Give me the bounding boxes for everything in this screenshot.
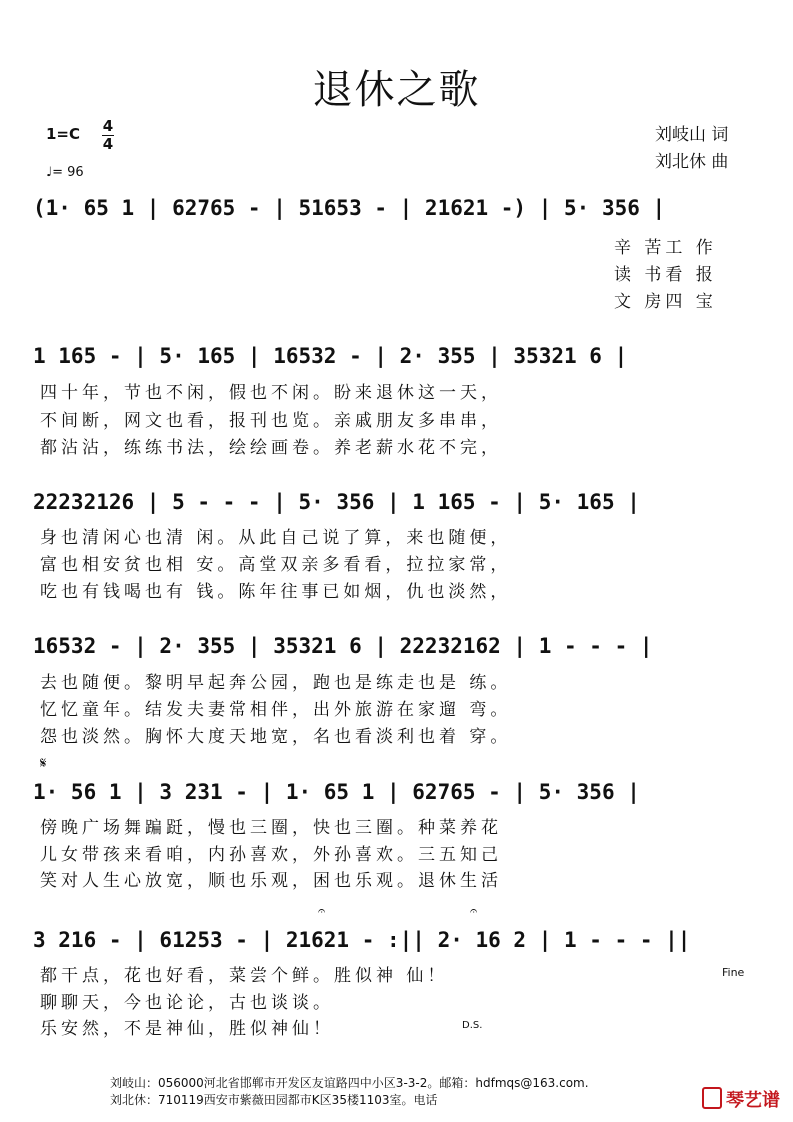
fine-marking: Fine: [722, 966, 745, 979]
fermata-mark: 𝄐: [470, 904, 478, 919]
notation-line-3: 22232126 | 5 - - - | 5· 356 | 1 165 - | 5· 165 |: [33, 490, 640, 514]
lyric-line-6-3: 乐安然，不是神仙，胜似神仙！: [40, 1019, 334, 1039]
segno-sign: 𝄋: [40, 754, 47, 772]
time-signature-bottom: 4: [102, 135, 114, 153]
notation-line-1: (1· 65 1 | 62765 - | 51653 - | 21621 -) | 5· 356 |: [33, 196, 666, 220]
lyric-line-6-2: 聊聊天，今也论论，古也谈谈。: [40, 993, 334, 1013]
lyric-line-3-3: 吃也有钱喝也有 钱。陈年往事已如烟，仇也淡然，: [40, 582, 512, 602]
lyric-line-4-2: 忆忆童年。结发夫妻常相伴，出外旅游在家遛 弯。: [40, 700, 512, 720]
lyric-line-5-2: 儿女带孩来看咱，内孙喜欢，外孙喜欢。三五知己: [40, 845, 502, 865]
time-signature: [100, 118, 116, 153]
lyric-line-4-1: 去也随便。黎明早起奔公园，跑也是练走也是 练。: [40, 673, 512, 693]
lyric-line-1-2: 读 书看 报: [614, 265, 717, 285]
notation-line-4: 16532 - | 2· 355 | 35321 6 | 22232162 | 1 - - - |: [33, 634, 653, 658]
notation-line-5: 1· 56 1 | 3 231 - | 1· 65 1 | 62765 - | 5· 356 |: [33, 780, 640, 804]
footer-address-2: 刘北休：710119西安市紫薇田园都市K区35楼1103室。电话: [110, 1093, 438, 1107]
lyric-line-3-2: 富也相安贫也相 安。高堂双亲多看看，拉拉家常，: [40, 555, 512, 575]
notation-line-6: 3 216 - | 61253 - | 21621 - :|| 2· 16 2 | 1 - - - ||: [33, 928, 691, 952]
key-signature: 1=C: [46, 125, 81, 143]
lyric-line-3-1: 身也清闲心也清 闲。从此自己说了算，来也随便，: [40, 528, 512, 548]
time-signature-top: 4: [102, 117, 114, 135]
fermata-mark: 𝄐: [318, 904, 326, 919]
lyric-line-2-3: 都沾沾，练练书法，绘绘画卷。养老薪水花不完，: [40, 438, 502, 458]
song-title: 退休之歌: [312, 67, 481, 113]
lyric-line-5-1: 傍晚广场舞蹁跹，慢也三圈，快也三圈。种菜养花: [40, 818, 502, 838]
ds-marking: D.S.: [462, 1020, 483, 1031]
lyric-line-4-3: 怨也淡然。胸怀大度天地宽，名也看淡利也着 穿。: [40, 727, 512, 747]
tempo-marking: ♩= 96: [46, 165, 84, 180]
notation-line-2: 1 165 - | 5· 165 | 16532 - | 2· 355 | 35321 6 |: [33, 344, 628, 368]
logo-icon: [702, 1087, 722, 1109]
lyric-line-5-3: 笑对人生心放宽，顺也乐观，困也乐观。退休生活: [40, 871, 502, 891]
lyric-line-6-1: 都干点，花也好看，菜尝个鲜。胜似神 仙！: [40, 966, 449, 986]
lyric-line-1-1: 辛 苦工 作: [614, 238, 717, 258]
lyric-line-1-3: 文 房四 宝: [614, 292, 717, 312]
lyric-line-2-2: 不间断，网文也看，报刊也览。亲戚朋友多串串，: [40, 411, 502, 431]
logo-text: 琴艺谱: [726, 1090, 780, 1111]
lyricist-credit: 刘岐山 词: [655, 125, 729, 145]
footer-address-1: 刘岐山：056000河北省邯郸市开发区友谊路四中小区3-3-2。邮箱：hdfmqs@163.com.: [110, 1076, 589, 1090]
site-logo: [702, 1086, 780, 1112]
composer-credit: 刘北休 曲: [655, 152, 729, 172]
lyric-line-2-1: 四十年，节也不闲，假也不闲。盼来退休这一天，: [40, 383, 502, 403]
